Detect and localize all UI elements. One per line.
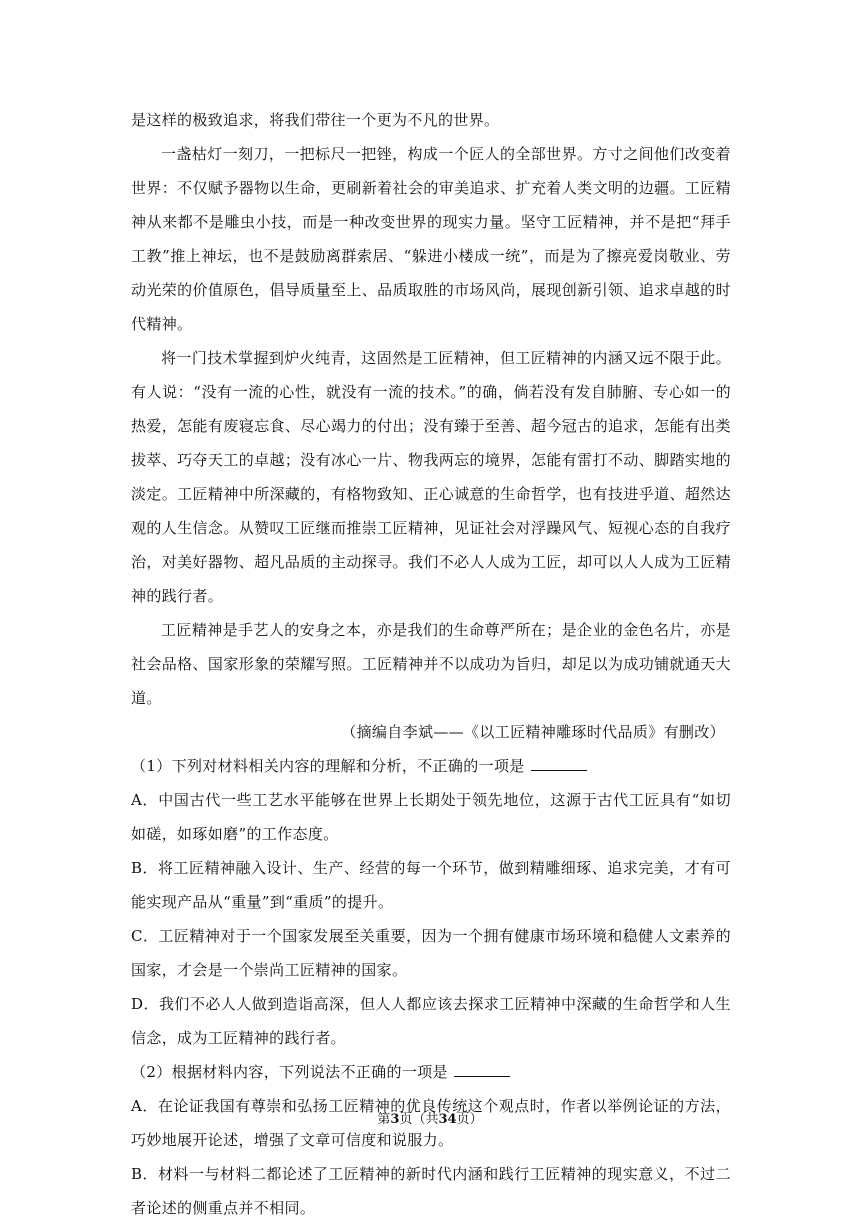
question-2-stem: [131, 1055, 731, 1089]
paragraph-craftsman-connotation: 将一门技术掌握到炉火纯青，这固然是工匠精神，但工匠精神的内涵又远不限于此。有人说：“没有一流的心性，就没有一流的技术。”的确，倘若没有发自肺腑、专心如一的热爱，怎能有废寝忘食、尽心竭力的付出；没有臻于至善、超今冠古的追求，怎能有出类拔萃、巧夺天工的卓越；没有冰心一片、物我两忘的境界，怎能有雷打不动、脚踏实地的淡定。工匠精神中所深藏的，有格物致知、正心诚意的生命哲学，也有技进乎道、超然达观的人生信念。从赞叹工匠继而推崇工匠精神，见证社会对浮躁风气、短视心态的自我疗治，对美好器物、超凡品质的主动探寻。我们不必人人成为工匠，却可以人人成为工匠精神的践行者。: [131, 349, 731, 605]
question-1-stem-text: （1）下列对材料相关内容的理解和分析，不正确的一项是: [131, 757, 525, 775]
question-2: [131, 1055, 731, 1225]
question-1-option-b: B．将工匠精神融入设计、生产、经营的每一个环节，做到精雕细琢、追求完美，才有可能实现产品从“重量”到“重质”的提升。: [131, 859, 731, 911]
footer-middle: 页（共: [399, 1112, 439, 1127]
source-citation: （摘编自李斌——《以工匠精神雕琢时代品质》有删改）: [341, 723, 725, 741]
question-1-option-c: C．工匠精神对于一个国家发展至关重要，因为一个拥有健康市场环境和稳健人文素养的国家，才会是一个崇尚工匠精神的国家。: [131, 927, 731, 979]
answer-blank: [454, 1062, 510, 1077]
document-body: [131, 103, 731, 1225]
paragraph-continuation: 是这样的极致追求，将我们带往一个更为不凡的世界。: [131, 111, 500, 129]
answer-blank: [531, 756, 587, 771]
question-1-option-d: D．我们不必人人做到造诣高深，但人人都应该去探求工匠精神中深藏的生命哲学和人生信念，成为工匠精神的践行者。: [131, 995, 731, 1047]
question-1: [131, 749, 731, 1055]
footer-prefix: 第: [377, 1112, 391, 1127]
paragraph-craftsman-world: 一盏枯灯一刻刀，一把标尺一把锉，构成一个匠人的全部世界。方寸之间他们改变着世界：不仅赋予器物以生命，更刷新着社会的审美追求、扩充着人类文明的边疆。工匠精神从来都不是雕虫小技，而是一种改变世界的现实力量。坚守工匠精神，并不是把“拜手工教”推上神坛，也不是鼓励离群索居、“躲进小楼成一统”，而是为了擦亮爱岗敬业、劳动光荣的价值原色，倡导质量至上、品质取胜的市场风尚，展现创新引领、追求卓越的时代精神。: [131, 145, 731, 333]
paragraph-craftsman-dignity: 工匠精神是手艺人的安身之本，亦是我们的生命尊严所在；是企业的金色名片，亦是社会品格、国家形象的荣耀写照。工匠精神并不以成功为旨归，却足以为成功铺就通天大道。: [131, 621, 731, 707]
footer-total-pages: 34: [438, 1112, 457, 1127]
page-footer: [0, 1111, 860, 1129]
question-2-option-b: B．材料一与材料二都论述了工匠精神的新时代内涵和践行工匠精神的现实意义，不过二者论述的侧重点并不相同。: [131, 1165, 731, 1217]
question-2-option-a: A．在论证我国有尊崇和弘扬工匠精神的优良传统这个观点时，作者以举例论证的方法，巧妙地展开论述，增强了文章可信度和说服力。: [131, 1097, 731, 1149]
question-1-option-a: A．中国古代一些工艺水平能够在世界上长期处于领先地位，这源于古代工匠具有“如切如磋，如琢如磨”的工作态度。: [131, 791, 731, 843]
footer-suffix: 页）: [456, 1112, 483, 1127]
footer-page-number: 3: [390, 1112, 400, 1127]
question-1-stem: [131, 749, 731, 783]
question-2-stem-text: （2）根据材料内容，下列说法不正确的一项是: [131, 1063, 448, 1081]
